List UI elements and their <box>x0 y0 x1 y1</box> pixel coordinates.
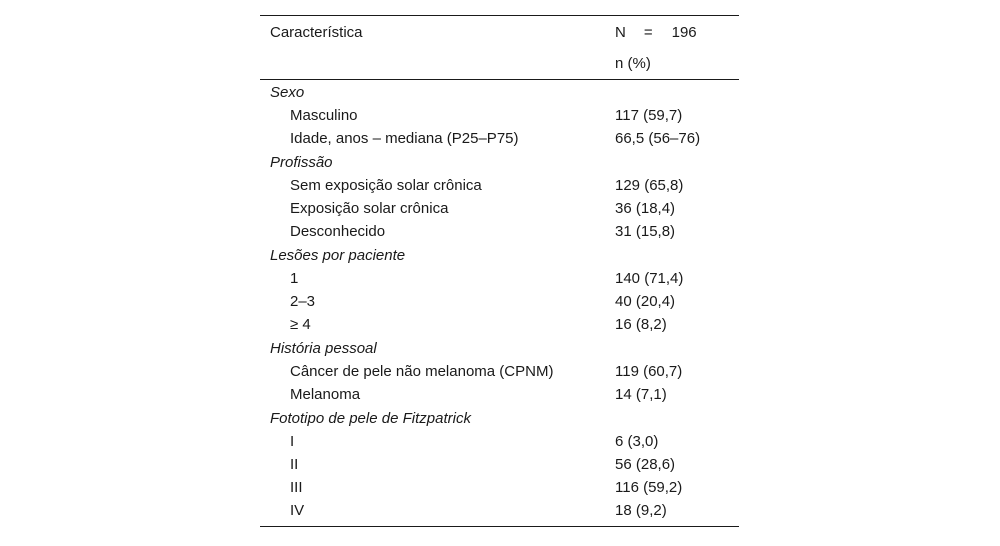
characteristics-table <box>260 15 739 527</box>
row-value: 6 (3,0) <box>615 433 659 450</box>
row-label: 1 <box>290 270 299 287</box>
row-value: 56 (28,6) <box>615 456 676 473</box>
section-title: Sexo <box>270 84 305 101</box>
row-value: 140 (71,4) <box>615 270 684 287</box>
row-value: 16 (8,2) <box>615 316 667 333</box>
row-label: Sem exposição solar crônica <box>290 177 482 194</box>
table-row <box>260 383 739 406</box>
row-label: Câncer de pele não melanoma (CPNM) <box>290 363 554 380</box>
table-row <box>260 104 739 127</box>
table-row <box>260 430 739 453</box>
row-label: ≥ 4 <box>290 316 311 333</box>
table-body <box>260 80 739 526</box>
row-label: Melanoma <box>290 386 361 403</box>
table-row <box>260 476 739 499</box>
table-header <box>260 16 739 79</box>
header-n-label: N <box>615 24 626 41</box>
section-heading <box>260 407 739 430</box>
section-title: Fototipo de pele de Fitzpatrick <box>270 410 471 427</box>
row-value: 119 (60,7) <box>615 363 683 380</box>
header-n-total <box>615 24 697 41</box>
row-label: I <box>290 433 295 450</box>
row-label: Exposição solar crônica <box>290 200 449 217</box>
section-title: História pessoal <box>270 340 377 357</box>
section-heading <box>260 81 739 104</box>
row-label: II <box>290 456 299 473</box>
row-label: Idade, anos – mediana (P25–P75) <box>290 130 519 147</box>
header-n-value: 196 <box>671 24 697 41</box>
row-label: 2–3 <box>290 293 316 310</box>
section-heading <box>260 151 739 174</box>
row-value: 66,5 (56–76) <box>615 130 701 147</box>
section-title: Lesões por paciente <box>270 247 406 264</box>
table-row <box>260 174 739 197</box>
row-value: 18 (9,2) <box>615 502 667 519</box>
section-title: Profissão <box>270 154 333 171</box>
row-label: Desconhecido <box>290 223 386 240</box>
row-value: 40 (20,4) <box>615 293 676 310</box>
table-row <box>260 220 739 243</box>
row-value: 129 (65,8) <box>615 177 684 194</box>
table-row <box>260 499 739 522</box>
row-value: 36 (18,4) <box>615 200 676 217</box>
table-row <box>260 127 739 150</box>
row-value: 14 (7,1) <box>615 386 667 403</box>
section-heading <box>260 244 739 267</box>
table-row <box>260 267 739 290</box>
table-row <box>260 313 739 336</box>
header-characteristic: Característica <box>270 24 363 41</box>
section-heading <box>260 337 739 360</box>
table-row <box>260 453 739 476</box>
row-label: IV <box>290 502 305 519</box>
row-label: Masculino <box>290 107 358 124</box>
row-label: III <box>290 479 303 496</box>
table-row <box>260 197 739 220</box>
table-row <box>260 360 739 383</box>
header-n-eq: = <box>643 24 653 41</box>
row-value: 116 (59,2) <box>615 479 683 496</box>
table-bottom-rule <box>260 526 739 527</box>
header-n-percent: n (%) <box>615 55 651 72</box>
row-value: 117 (59,7) <box>615 107 683 124</box>
row-value: 31 (15,8) <box>615 223 676 240</box>
table-row <box>260 290 739 313</box>
